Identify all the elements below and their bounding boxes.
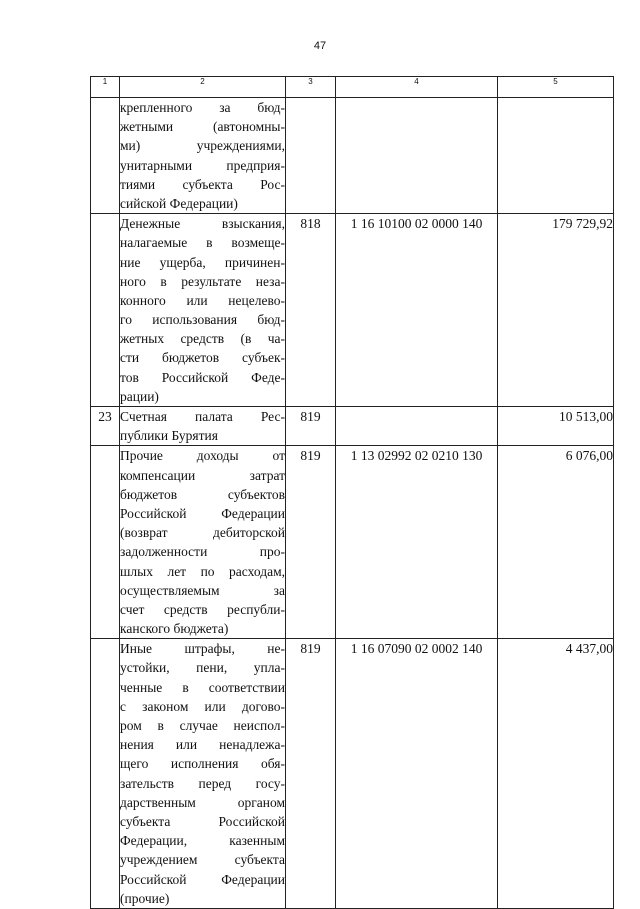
row-number-cell: 23 xyxy=(91,407,120,446)
revenue-table xyxy=(90,76,614,909)
budget-classification-code-cell xyxy=(336,98,498,214)
revenue-name-line: Денежные взыскания, xyxy=(120,216,285,232)
admin-code-cell xyxy=(286,98,336,214)
revenue-name-line: учреждением субъекта xyxy=(120,852,285,868)
row-number-cell xyxy=(91,446,120,639)
revenue-name-cell xyxy=(120,214,286,407)
table-row xyxy=(91,407,614,446)
row-number-cell xyxy=(91,98,120,214)
revenue-name-line: канского бюджета) xyxy=(120,621,229,637)
revenue-name-line: осуществляемым за xyxy=(120,582,285,598)
revenue-name-line: жетными (автономны- xyxy=(120,119,285,135)
revenue-name-line: сти бюджетов субъек- xyxy=(120,350,285,366)
admin-code-cell: 819 xyxy=(286,407,336,446)
revenue-name-line: Прочие доходы от xyxy=(120,448,285,464)
table-row xyxy=(91,446,614,639)
admin-code-cell: 819 xyxy=(286,446,336,639)
budget-classification-code-cell: 1 13 02992 02 0210 130 xyxy=(336,446,498,639)
revenue-name-line: тиями субъекта Рос- xyxy=(120,176,285,192)
revenue-name-line: компенсации затрат xyxy=(120,467,285,483)
revenue-name-line: го использования бюд- xyxy=(120,312,285,328)
revenue-name-cell xyxy=(120,98,286,214)
budget-classification-code-cell xyxy=(336,407,498,446)
revenue-name-line: крепленного за бюд- xyxy=(120,100,285,115)
revenue-name-line: задолженности про- xyxy=(120,544,285,560)
revenue-name-line: Счетная палата Рес- xyxy=(120,409,285,424)
amount-cell: 10 513,00 xyxy=(498,407,614,446)
revenue-name-line: ного в результате неза- xyxy=(120,273,285,289)
revenue-name-line: конного или нецелево- xyxy=(120,292,285,308)
table-row xyxy=(91,214,614,407)
table-row xyxy=(91,98,614,214)
revenue-name-line: Иные штрафы, не- xyxy=(120,641,285,657)
revenue-name-line: субъекта Российской xyxy=(120,813,285,829)
header-cell-4: 4 xyxy=(336,77,498,98)
revenue-name-cell xyxy=(120,639,286,909)
admin-code-cell: 818 xyxy=(286,214,336,407)
revenue-name-line: рации) xyxy=(120,388,159,404)
revenue-name-cell xyxy=(120,407,286,446)
amount-cell xyxy=(498,98,614,214)
revenue-name-line: налагаемые в возмеще- xyxy=(120,235,285,251)
revenue-name-line: Российской Федерации xyxy=(120,871,285,887)
revenue-name-line: Федерации, казенным xyxy=(120,833,285,849)
budget-classification-code-cell: 1 16 07090 02 0002 140 xyxy=(336,639,498,909)
revenue-name-line: ние ущерба, причинен- xyxy=(120,254,285,270)
row-number-cell xyxy=(91,639,120,909)
admin-code-cell: 819 xyxy=(286,639,336,909)
revenue-name-line: публики Бурятия xyxy=(120,428,218,444)
revenue-name-line: ром в случае неиспол- xyxy=(120,718,285,733)
revenue-name-line: бюджетов субъектов xyxy=(120,486,285,502)
amount-cell: 179 729,92 xyxy=(498,214,614,407)
revenue-name-cell xyxy=(120,446,286,639)
revenue-name-line: ми) учреждениями, xyxy=(120,138,285,154)
page-number: 47 xyxy=(313,40,327,52)
revenue-name-line: тов Российской Феде- xyxy=(120,369,285,385)
revenue-name-line: щего исполнения обя- xyxy=(120,756,285,772)
revenue-name-line: счет средств республи- xyxy=(120,601,285,617)
revenue-name-line: с законом или догово- xyxy=(120,698,285,714)
table-row xyxy=(91,639,614,909)
amount-cell: 6 076,00 xyxy=(498,446,614,639)
revenue-name-line: унитарными предприя- xyxy=(120,157,285,173)
revenue-name-line: (прочие) xyxy=(120,890,170,906)
revenue-name-line: нения или ненадлежа- xyxy=(120,737,285,753)
header-cell-5: 5 xyxy=(498,77,614,98)
amount-cell: 4 437,00 xyxy=(498,639,614,909)
revenue-name-line: Российской Федерации xyxy=(120,505,285,521)
header-cell-3: 3 xyxy=(286,77,336,98)
revenue-name-line: (возврат дебиторской xyxy=(120,525,285,541)
table-header-row xyxy=(91,77,614,98)
header-cell-2: 2 xyxy=(120,77,286,98)
revenue-name-line: устойки, пени, упла- xyxy=(120,660,285,676)
revenue-name-line: зательств перед госу- xyxy=(120,775,285,791)
header-cell-1: 1 xyxy=(91,77,120,98)
budget-classification-code-cell: 1 16 10100 02 0000 140 xyxy=(336,214,498,407)
revenue-name-line: шлых лет по расходам, xyxy=(120,563,285,579)
revenue-name-line: дарственным органом xyxy=(120,794,285,810)
revenue-name-line: жетных средств (в ча- xyxy=(120,331,285,347)
row-number-cell xyxy=(91,214,120,407)
revenue-name-line: ченные в соответствии xyxy=(120,679,285,695)
revenue-name-line: сийской Федерации) xyxy=(120,195,238,211)
